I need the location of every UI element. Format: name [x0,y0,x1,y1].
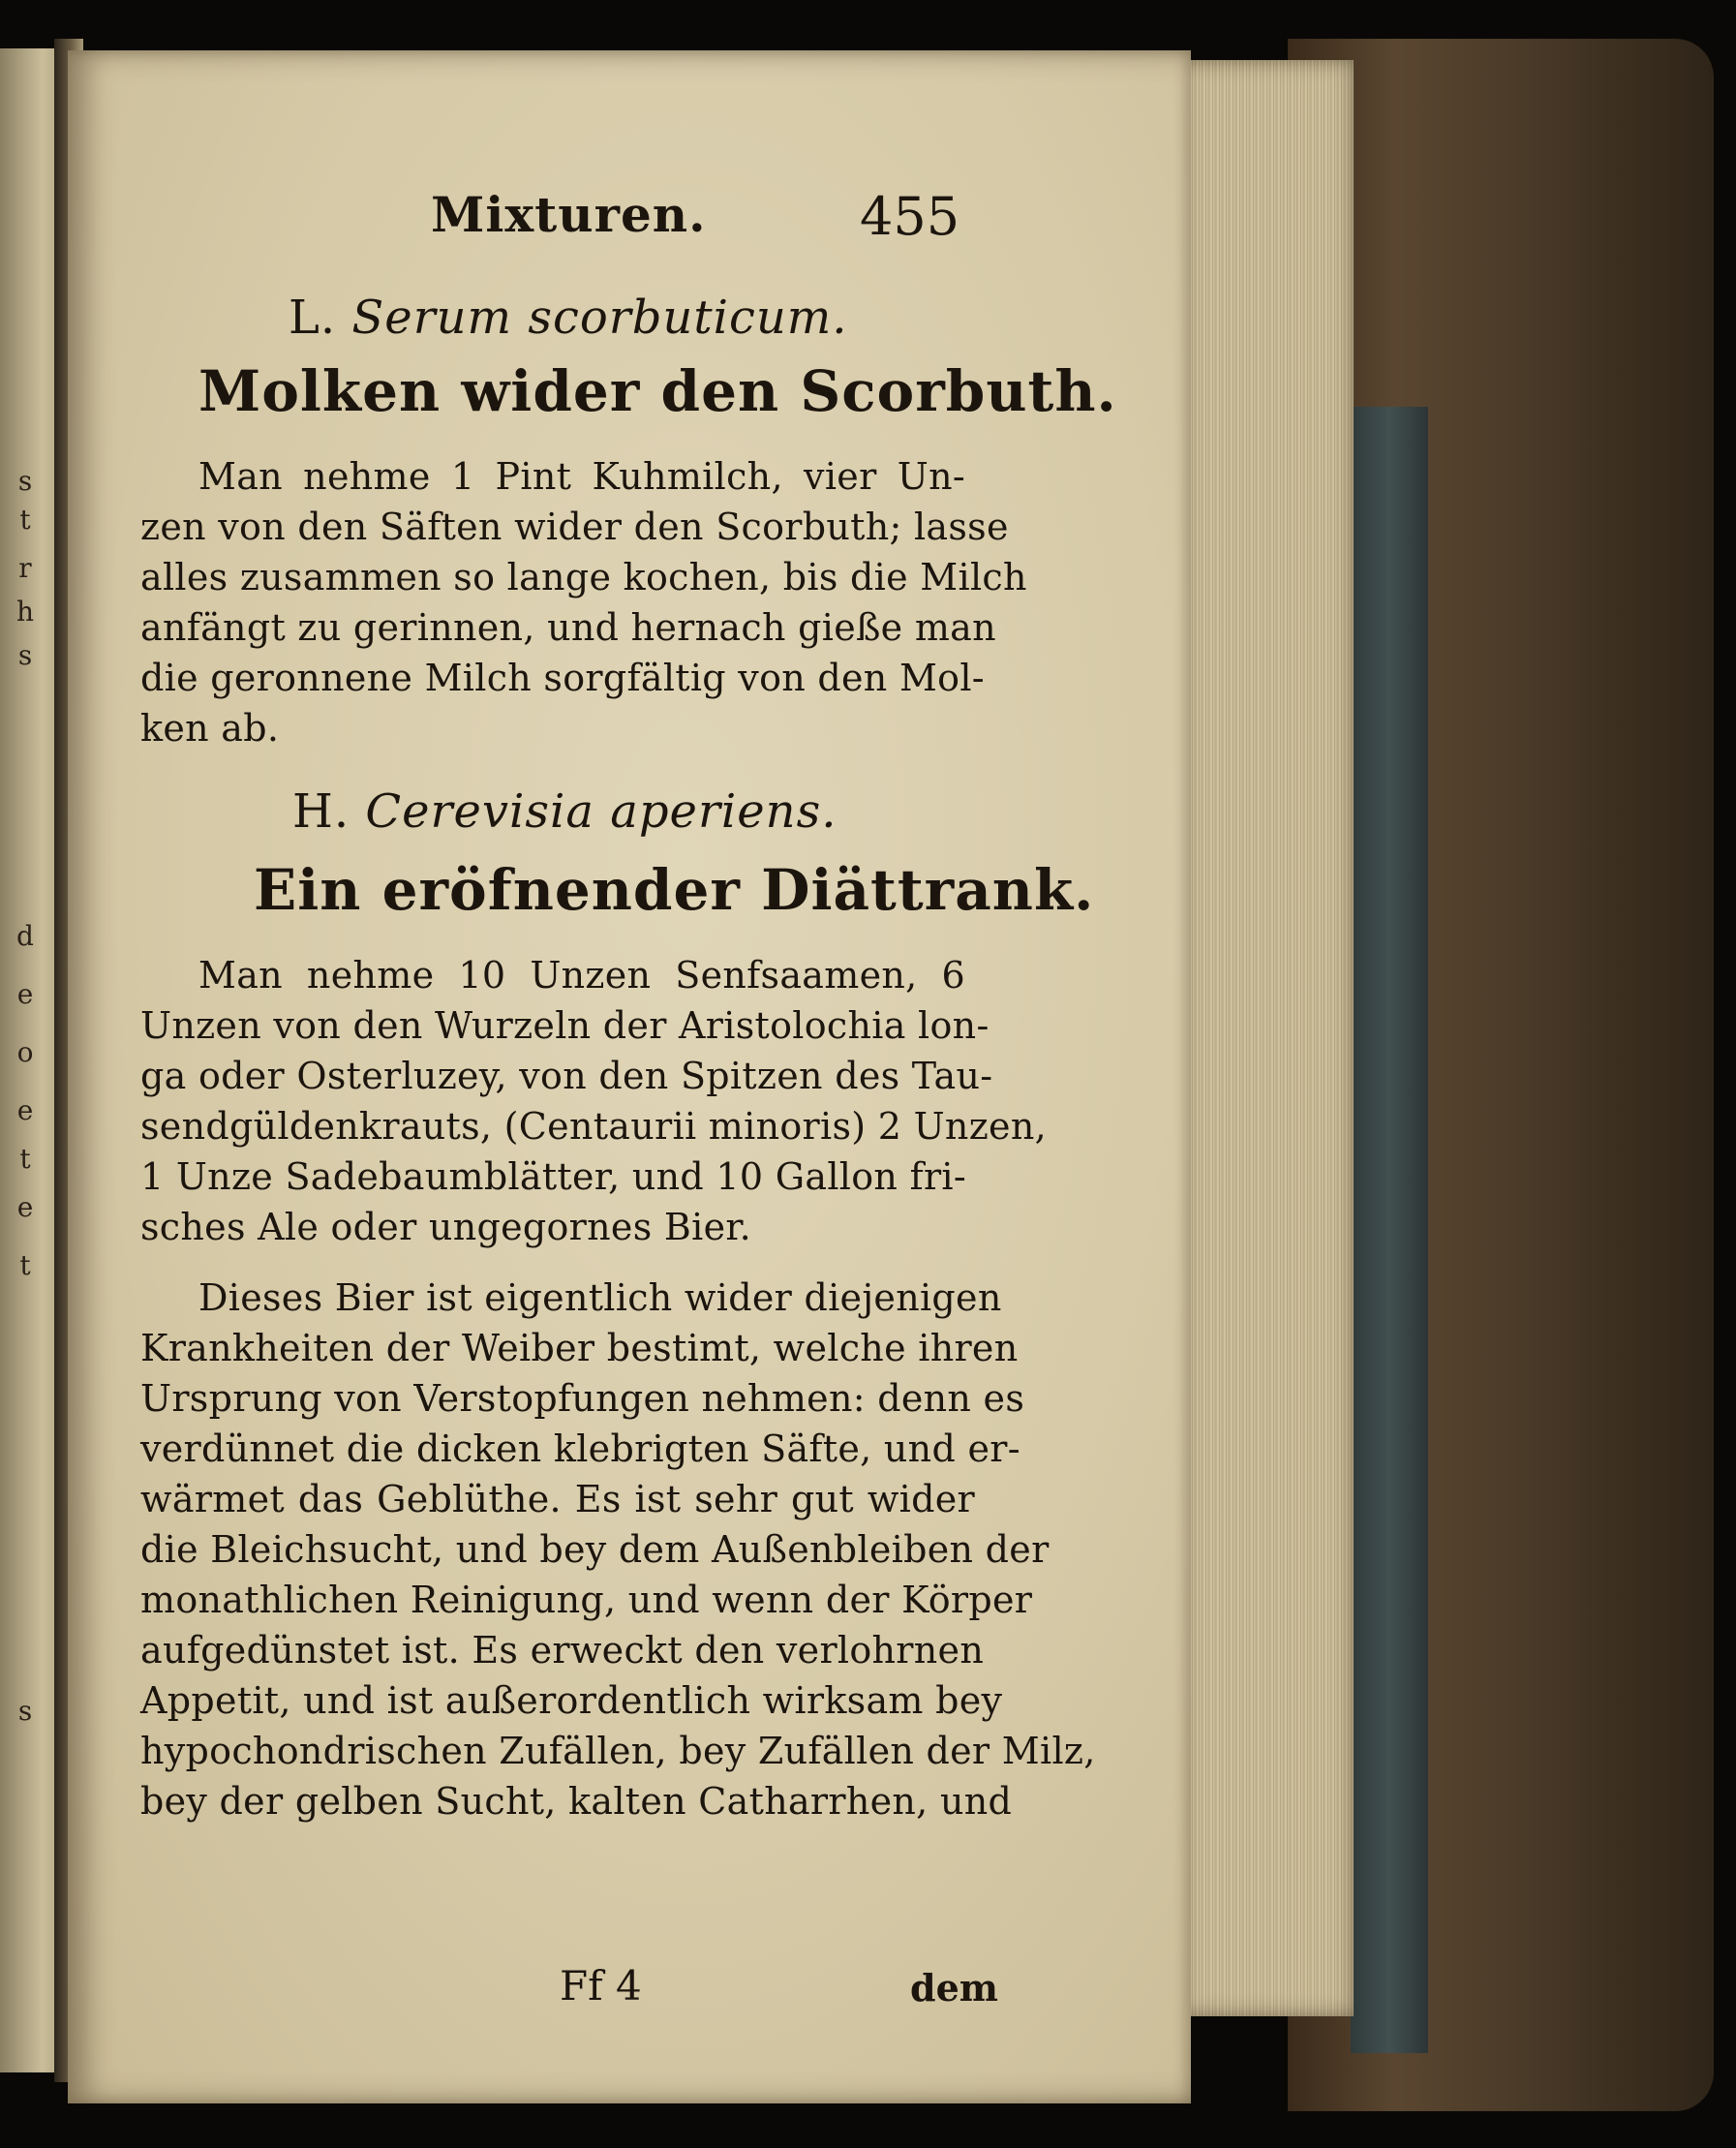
section-h-number: H. [292,784,350,839]
paragraph-line: Appetit, und ist außerordentlich wirksam bey [140,1679,1003,1722]
running-title: Mixturen. [431,186,707,243]
section-h-latin-heading [292,784,837,839]
section-l-line: die geronnene Milch sorgfältig von den Mol- [140,657,985,699]
left-page-glyph: e [16,1191,34,1223]
signature-mark: Ff 4 [560,1962,642,2010]
paragraph-line: Ursprung von Verstopfungen nehmen: denn es [140,1377,1025,1420]
section-l-latin-title: Serum scorbuticum. [351,291,848,345]
left-page-glyph: s [17,465,33,497]
left-page-glyph: d [16,920,34,952]
section-h-latin-title: Cerevisia aperiens. [365,784,838,839]
left-page-glyph: s [17,639,33,671]
left-page-glyph: t [19,504,31,536]
paragraph-line: bey der gelben Sucht, kalten Catharrhen, und [140,1780,1013,1823]
paragraph-line: aufgedünstet ist. Es erweckt den verlohrnen [140,1629,985,1672]
catchword: dem [910,1966,998,2010]
section-l-line: anfängt zu gerinnen, und hernach gieße man [140,606,996,649]
section-h-line: Unzen von den Wurzeln der Aristolochia lon- [140,1004,990,1047]
paragraph-line: die Bleichsucht, und bey dem Außenbleiben der [140,1528,1050,1571]
left-page-glyph: e [16,1094,34,1126]
section-h-line: Man nehme 10 Unzen Senfsaamen, 6 [198,954,965,997]
left-page-glyph: s [17,1695,33,1727]
left-page-glyph: o [16,1036,34,1068]
left-page-glyph: e [16,978,34,1010]
paragraph-line: Dieses Bier ist eigentlich wider diejenigen [198,1276,1002,1319]
left-page-glyph: t [19,1249,31,1281]
section-h-line: ga oder Osterluzey, von den Spitzen des Tau- [140,1055,993,1097]
paragraph-line: hypochondrischen Zufällen, bey Zufällen der Milz, [140,1730,1096,1772]
paragraph-line: wärmet das Geblüthe. Es ist sehr gut wider [140,1478,975,1520]
section-h-line: 1 Unze Sadebaumblätter, und 10 Gallon fri- [140,1155,966,1198]
page-edges [1179,60,1354,2016]
section-h-line: sendgüldenkrauts, (Centaurii minoris) 2 Unzen, [140,1105,1047,1148]
section-l-line: ken ab. [140,707,280,750]
section-l-german-title: Molken wider den Scorbuth. [198,358,1117,424]
section-l-line: Man nehme 1 Pint Kuhmilch, vier Un- [198,455,965,498]
section-l-number: L. [289,291,337,345]
left-page-glyph: h [15,596,35,628]
section-h-line: sches Ale oder ungegornes Bier. [140,1206,752,1248]
left-page-glyph: r [18,552,32,584]
cover-spine [1351,407,1428,2053]
left-page-edge [0,48,60,2072]
paragraph-line: monathlichen Reinigung, und wenn der Körper [140,1579,1033,1621]
paragraph-line: Krankheiten der Weiber bestimt, welche ihren [140,1327,1019,1369]
page-number: 455 [860,186,960,247]
section-l-latin-heading [289,291,848,345]
section-l-line: alles zusammen so lange kochen, bis die Milch [140,556,1027,598]
section-h-german-title: Ein eröfnender Diättrank. [254,857,1095,923]
paragraph-line: verdünnet die dicken klebrigten Säfte, und er- [140,1427,1020,1470]
left-page-glyph: t [19,1143,31,1175]
section-l-line: zen von den Säften wider den Scorbuth; lasse [140,506,1009,548]
